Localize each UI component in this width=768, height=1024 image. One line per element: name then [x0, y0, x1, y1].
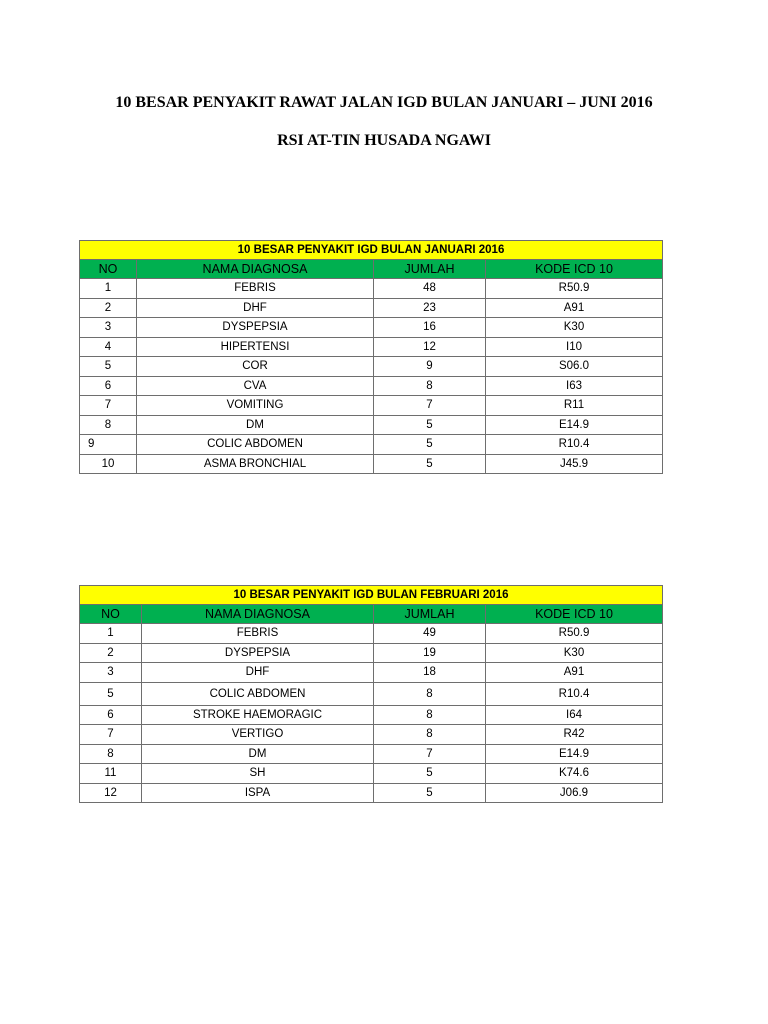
cell-diagnosa: COR [137, 357, 374, 377]
cell-kode: R10.4 [486, 435, 663, 455]
cell-no: 3 [80, 663, 142, 683]
cell-no: 11 [80, 764, 142, 784]
cell-no: 6 [80, 705, 142, 725]
cell-no: 1 [80, 624, 142, 644]
cell-diagnosa: CVA [137, 376, 374, 396]
table-row [80, 682, 663, 705]
cell-diagnosa: ISPA [142, 783, 374, 803]
table-header-row [80, 260, 663, 279]
cell-diagnosa: VERTIGO [142, 725, 374, 745]
table-row [80, 376, 663, 396]
cell-kode: K30 [486, 318, 663, 338]
header-kode-icd: KODE ICD 10 [486, 260, 663, 279]
cell-jumlah: 5 [374, 764, 486, 784]
table-caption: 10 BESAR PENYAKIT IGD BULAN JANUARI 2016 [80, 241, 663, 260]
cell-kode: A91 [486, 298, 663, 318]
cell-diagnosa: VOMITING [137, 396, 374, 416]
table-row [80, 337, 663, 357]
cell-kode: R11 [486, 396, 663, 416]
cell-kode: I63 [486, 376, 663, 396]
cell-kode: S06.0 [486, 357, 663, 377]
cell-no: 5 [80, 682, 142, 705]
cell-diagnosa: FEBRIS [137, 279, 374, 299]
cell-diagnosa: HIPERTENSI [137, 337, 374, 357]
table-row [80, 643, 663, 663]
cell-kode: R50.9 [486, 624, 663, 644]
cell-diagnosa: DM [137, 415, 374, 435]
cell-diagnosa: ASMA BRONCHIAL [137, 454, 374, 474]
cell-no: 9 [80, 435, 137, 455]
cell-no: 4 [80, 337, 137, 357]
cell-diagnosa: DYSPEPSIA [137, 318, 374, 338]
table-caption: 10 BESAR PENYAKIT IGD BULAN FEBRUARI 2016 [80, 586, 663, 605]
cell-jumlah: 16 [374, 318, 486, 338]
cell-no: 2 [80, 298, 137, 318]
table-row [80, 357, 663, 377]
cell-kode: K74.6 [486, 764, 663, 784]
cell-jumlah: 9 [374, 357, 486, 377]
cell-no: 12 [80, 783, 142, 803]
cell-jumlah: 7 [374, 396, 486, 416]
table-row [80, 764, 663, 784]
cell-no: 2 [80, 643, 142, 663]
cell-jumlah: 19 [374, 643, 486, 663]
cell-jumlah: 49 [374, 624, 486, 644]
cell-no: 3 [80, 318, 137, 338]
table-row [80, 279, 663, 299]
cell-jumlah: 23 [374, 298, 486, 318]
header-no: NO [80, 260, 137, 279]
table-row [80, 415, 663, 435]
cell-diagnosa: FEBRIS [142, 624, 374, 644]
header-jumlah: JUMLAH [374, 605, 486, 624]
cell-kode: R10.4 [486, 682, 663, 705]
cell-no: 8 [80, 415, 137, 435]
cell-jumlah: 5 [374, 783, 486, 803]
table-row [80, 318, 663, 338]
cell-diagnosa: COLIC ABDOMEN [137, 435, 374, 455]
cell-jumlah: 5 [374, 435, 486, 455]
cell-diagnosa: SH [142, 764, 374, 784]
document-title: 10 BESAR PENYAKIT RAWAT JALAN IGD BULAN JANUARI – JUNI 2016 [115, 94, 653, 111]
cell-diagnosa: STROKE HAEMORAGIC [142, 705, 374, 725]
table-row [80, 624, 663, 644]
cell-diagnosa: COLIC ABDOMEN [142, 682, 374, 705]
cell-diagnosa: DYSPEPSIA [142, 643, 374, 663]
table-row [80, 705, 663, 725]
cell-kode: K30 [486, 643, 663, 663]
table-header-row [80, 605, 663, 624]
header-kode-icd: KODE ICD 10 [486, 605, 663, 624]
header-nama-diagnosa: NAMA DIAGNOSA [142, 605, 374, 624]
cell-jumlah: 12 [374, 337, 486, 357]
table-row [80, 454, 663, 474]
cell-diagnosa: DHF [142, 663, 374, 683]
cell-kode: A91 [486, 663, 663, 683]
cell-diagnosa: DM [142, 744, 374, 764]
cell-no: 7 [80, 396, 137, 416]
cell-kode: R50.9 [486, 279, 663, 299]
cell-jumlah: 8 [374, 682, 486, 705]
cell-jumlah: 18 [374, 663, 486, 683]
table-row [80, 744, 663, 764]
document-subtitle: RSI AT-TIN HUSADA NGAWI [277, 132, 491, 149]
table-row [80, 396, 663, 416]
cell-jumlah: 7 [374, 744, 486, 764]
cell-kode: J06.9 [486, 783, 663, 803]
cell-jumlah: 5 [374, 454, 486, 474]
cell-jumlah: 8 [374, 725, 486, 745]
cell-kode: J45.9 [486, 454, 663, 474]
cell-no: 5 [80, 357, 137, 377]
cell-kode: I64 [486, 705, 663, 725]
cell-jumlah: 8 [374, 376, 486, 396]
table-row [80, 435, 663, 455]
table-februari [79, 585, 663, 803]
header-jumlah: JUMLAH [374, 260, 486, 279]
cell-no: 8 [80, 744, 142, 764]
cell-jumlah: 8 [374, 705, 486, 725]
cell-diagnosa: DHF [137, 298, 374, 318]
header-no: NO [80, 605, 142, 624]
cell-jumlah: 48 [374, 279, 486, 299]
header-nama-diagnosa: NAMA DIAGNOSA [137, 260, 374, 279]
cell-jumlah: 5 [374, 415, 486, 435]
cell-kode: E14.9 [486, 744, 663, 764]
cell-no: 1 [80, 279, 137, 299]
cell-kode: R42 [486, 725, 663, 745]
table-row [80, 783, 663, 803]
table-row [80, 725, 663, 745]
table-row [80, 298, 663, 318]
table-row [80, 663, 663, 683]
cell-no: 10 [80, 454, 137, 474]
cell-kode: I10 [486, 337, 663, 357]
cell-no: 6 [80, 376, 137, 396]
cell-no: 7 [80, 725, 142, 745]
cell-kode: E14.9 [486, 415, 663, 435]
table-januari [79, 240, 663, 474]
